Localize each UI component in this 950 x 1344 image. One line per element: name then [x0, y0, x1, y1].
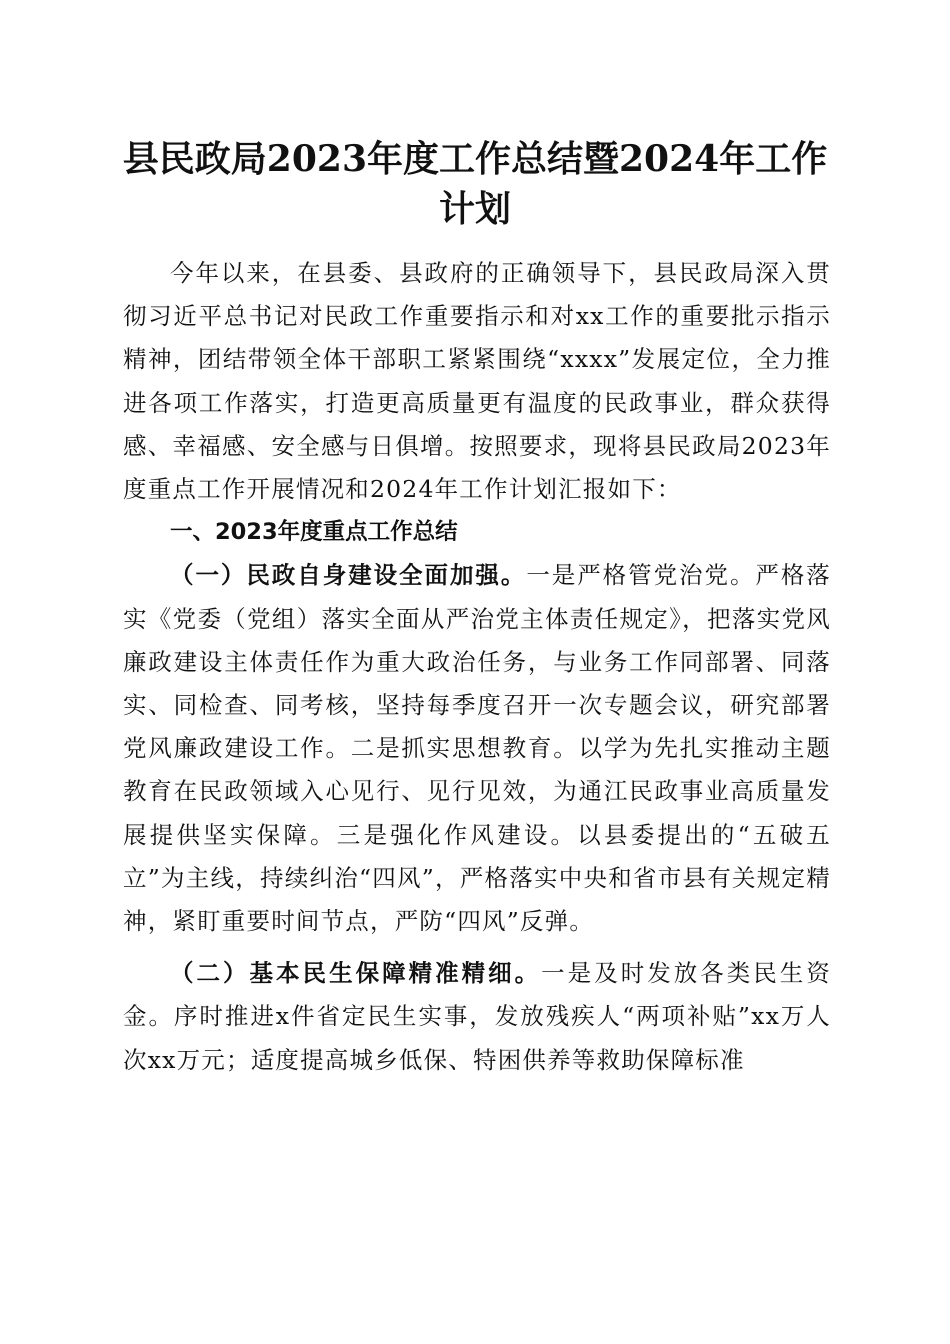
document-title: 县民政局2023年度工作总结暨2024年工作计划 — [122, 138, 828, 230]
document-body — [123, 252, 831, 1082]
section-heading-1: 一、2023年度重点工作总结 — [170, 519, 458, 546]
item-paragraph-2 — [123, 952, 831, 1082]
item-paragraph-1 — [123, 554, 831, 943]
item-body-1: 一是严格管党治党。严格落实《党委（党组）落实全面从严治党主体责任规定》，把落实党风廉政建设主体责任作为重大政治任务，与业务工作同部署、同落实、同检查、同考核，坚持每季度召开一次专题会议，研究部署党风廉政建设工作。二是抓实思想教育。以学为先扎实推动主题教育在民政领域入心见行、见行见效，为通江民政事业高质量发展提供坚实保障。三是强化作风建设。以县委提出的“五破五立”为主线，持续纠治“四风”，严格落实中央和省市县有关规定精神，紧盯重要时间节点，严防“四风”反弹。 — [123, 561, 831, 936]
paragraph-gap — [123, 943, 831, 952]
intro-paragraph: 今年以来，在县委、县政府的正确领导下，县民政局深入贯彻习近平总书记对民政工作重要指示和对xx工作的重要批示指示精神，团结带领全体干部职工紧紧围绕“xxxx”发展定位，全力推进各项工作落实，打造更高质量更有温度的民政事业，群众获得感、幸福感、安全感与日俱增。按照要求，现将县民政局2023年度重点工作开展情况和2024年工作计划汇报如下： — [123, 259, 831, 504]
item-title-2: （二）基本民生保障精准精细。 — [170, 959, 542, 988]
item-title-1: （一）民政自身建设全面加强。 — [170, 561, 527, 590]
item-body-2: 一是及时发放各类民生资金。序时推进x件省定民生实事，发放残疾人“两项补贴”xx万人次xx万元；适度提高城乡低保、特困供养等救助保障标准 — [123, 959, 831, 1074]
